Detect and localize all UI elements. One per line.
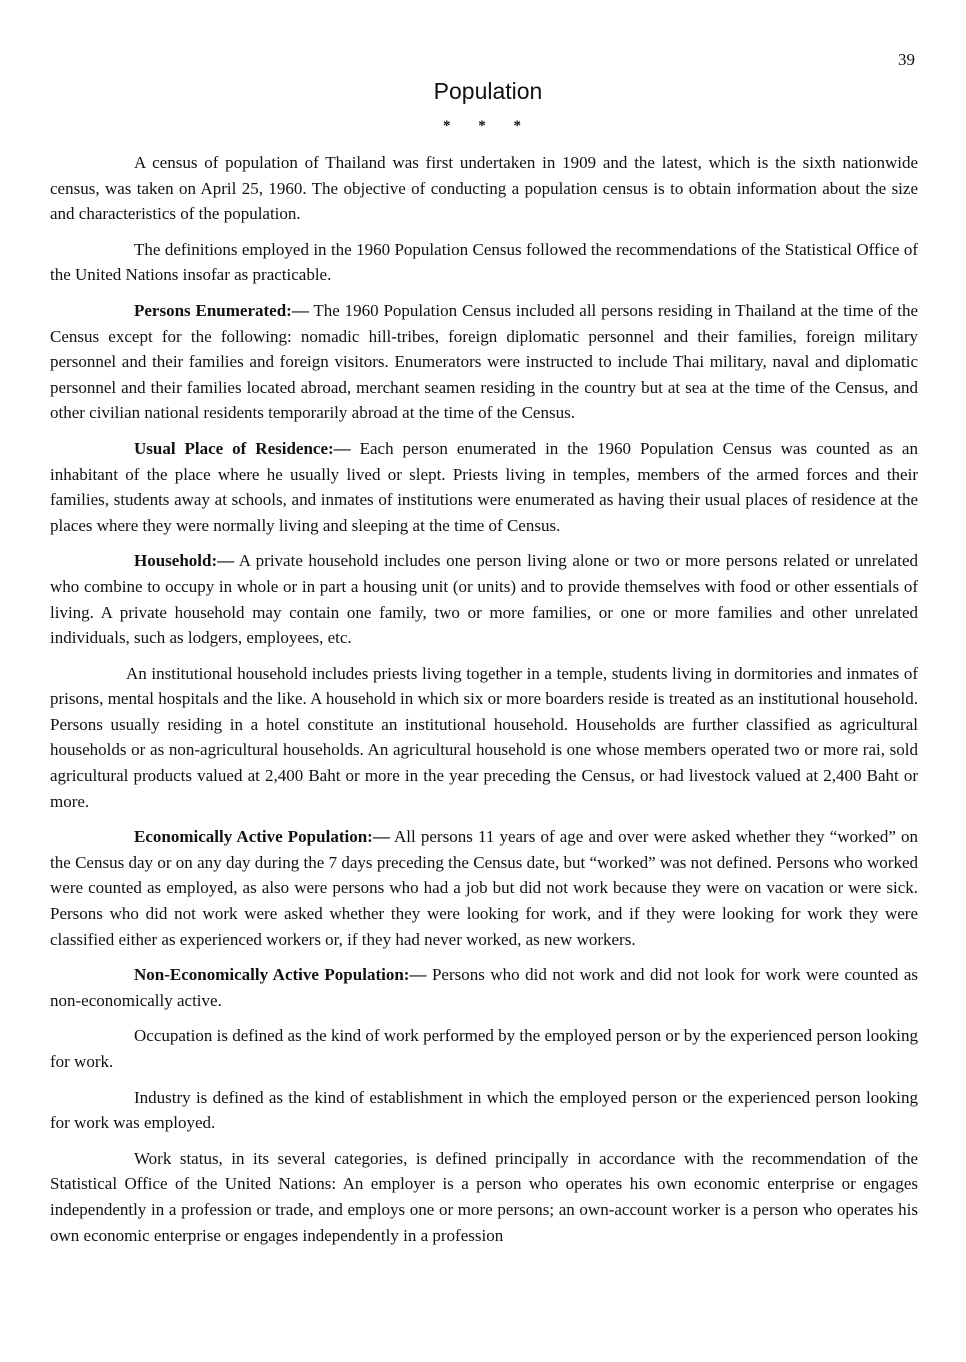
- definition-term: Non-Economically Active Population:—: [134, 965, 427, 985]
- paragraph: [50, 661, 918, 815]
- paragraph-text: The 1960 Population Census included all persons residing in Thailand at the time of the Census except for the following: nomadic hill-tribes, foreign diplomatic personnel and their families, foreign military personnel and their families and foreign visitors. Enumerators were instructed to include Thai military, naval and diplomatic personnel and their families located abroad, merchant seamen residing in the country but at sea at the time of the Census, and other civilian national residents temporarily abroad at the time of the Census.: [50, 300, 918, 423]
- paragraph-text: Persons who did not work and did not look for work were counted as non-economically active.: [50, 965, 918, 1010]
- definition-term: Household:—: [134, 551, 235, 571]
- paragraph-text: Occupation is defined as the kind of work performed by the employed person or by the experienced person looking for work.: [50, 1026, 918, 1071]
- paragraph-text: All persons 11 years of age and over were asked whether they “worked” on the Census day or on any day during the 7 days preceding the Census date, but “worked” was not defined. Persons who worked were counted as employed, as also were persons who had a job but did not work because they were on vacation or were sick. Persons who did not work were asked whether they were looking for work, and if they were looking for work they were classified either as experienced workers or, if they had never worked, as new workers.: [50, 827, 919, 949]
- paragraph-text: Industry is defined as the kind of establishment in which the employed person or the experienced person looking for work was employed.: [50, 1087, 918, 1133]
- paragraph: [50, 237, 918, 288]
- paragraph-text: The definitions employed in the 1960 Population Census followed the recommendations of the Statistical Office of the United Nations insofar as practicable.: [50, 239, 918, 285]
- paragraph: [50, 548, 918, 650]
- paragraph: [50, 1023, 918, 1074]
- paragraph-text: An institutional household includes priests living together in a temple, students living in dormitories and inmates of prisons, mental hospitals and the like. A household in which six or more boarders reside is treated as an institutional household. Persons usually residing in a hotel constitute an institutional household. Households are further classified as agricultural households or as non-agricultural households. An agricultural household is one whose members operated two or more rai, sold agricultural products valued at 2,400 Baht or more in the year preceding the Census, or had livestock valued at 2,400 Baht or more.: [50, 663, 918, 811]
- paragraph-text: A census of population of Thailand was first undertaken in 1909 and the latest, which is the sixth nationwide census, was taken on April 25, 1960. The objective of conducting a population census is to obtain information about the size and characteristics of the population.: [50, 153, 918, 224]
- definition-term: Persons Enumerated:—: [134, 300, 309, 320]
- paragraph: [50, 1146, 918, 1248]
- paragraph: [50, 1085, 918, 1136]
- definition-term: Economically Active Population:—: [134, 827, 390, 847]
- paragraph-text: A private household includes one person living alone or two or more persons related or unrelated who combine to occupy in whole or in part a housing unit (or units) and to provide themselves with food or other essentials of living. A private household may contain one family, two or more families, or one or more families and other unrelated individuals, such as lodgers, employees, etc.: [50, 551, 918, 648]
- paragraph: [50, 436, 918, 538]
- paragraph-text: Each person enumerated in the 1960 Population Census was counted as an inhabitant of the place where he usually lived or slept. Priests living in temples, members of the armed forces and their families, students away at schools, and inmates of institutions were enumerated as having their usual places of residence at the places where they were normally living and sleeping at the time of Census.: [50, 438, 918, 535]
- paragraph: [50, 298, 918, 426]
- paragraph-text: Work status, in its several categories, is defined principally in accordance with the recommendation of the Statistical Office of the United Nations: An employer is a person who operates his own economic enterprise or engages independently in a profession or trade, and employs one or more persons; an own-account worker is a person who operates his own economic enterprise or engages independently in a profession: [50, 1148, 918, 1245]
- title-separator: * * *: [443, 118, 533, 134]
- body-text: [50, 150, 918, 1258]
- definition-term: Usual Place of Residence:—: [134, 438, 351, 458]
- paragraph: [50, 150, 918, 227]
- paragraph: [50, 824, 918, 952]
- page-title: Population: [433, 78, 543, 104]
- paragraph: [50, 962, 918, 1013]
- page-number: 39: [898, 50, 915, 69]
